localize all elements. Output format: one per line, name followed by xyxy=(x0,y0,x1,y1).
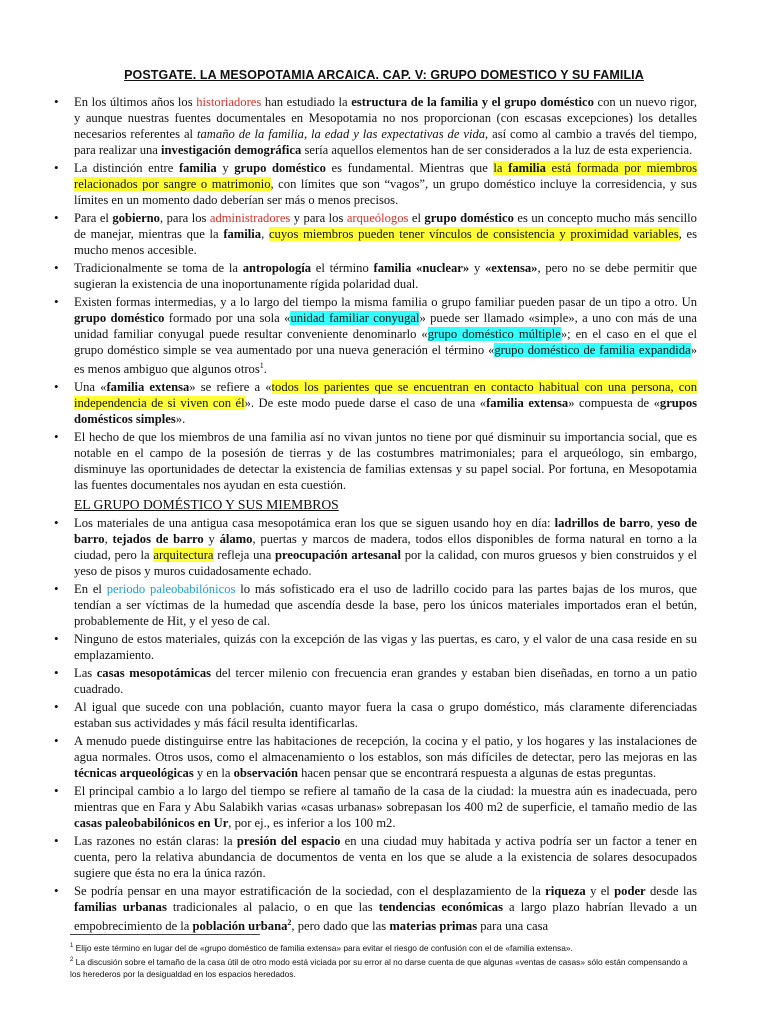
bold-term: estructura de la familia y el grupo doméstico xyxy=(351,95,594,109)
paragraph-cambio: • El principal cambio a lo largo del tiempo se refiere al tamaño de la casa de la ciudad: la muestra aún es inadecuada, pero mientras que en Fara y Abu Salabikh varias «casas urbanas» sobrepasan los 400 m2 de superficie, el tamaño medio de las casas paleobabilónicos en Ur, por ej., es inferior a los 100 m2. xyxy=(52,783,697,831)
bullet-list-intro xyxy=(52,94,697,493)
paragraph-casas: • Las casas mesopotámicas del tercer milenio con frecuencia eran grandes y estaban bien diseñadas, en torno a un patio cuadrado. xyxy=(52,665,697,697)
cyan-highlight: grupo doméstico de familia expandida xyxy=(494,343,691,357)
footnotes xyxy=(70,940,695,980)
paragraph-periodo: • En el periodo paleobabilónicos lo más sofisticado era el uso de ladrillo cocido para las partes bajas de los muros, que tendían a ser víctimas de la humedad que ascendía desde la base, pero los únicos materiales importados eran el betún, probablemente de Hit, y el yeso de cal. xyxy=(52,581,697,629)
paragraph-habitaciones: • A menudo puede distinguirse entre las habitaciones de recepción, la cocina y el patio, y los hogares y las instalaciones de agua normales. Otros usos, como el almacenamiento o los establos, son más difíciles de detectar, pero las mejoras en las técnicas arqueológicas y en la observación hacen pensar que se encontrará respuesta a algunas de estas preguntas. xyxy=(52,733,697,781)
paragraph-poblacion: • Al igual que sucede con una población, cuanto mayor fuera la casa o grupo doméstico, más claramente diferenciadas estaban sus actividades y más fácil resulta identificarlas. xyxy=(52,699,697,731)
paragraph-razones: • Las razones no están claras: la presión del espacio en una ciudad muy habitada y activa podría ser un factor a tener en cuenta, pero la relativa abundancia de documentos de venta en los que se alude a la existencia de solares desocupados sugiere que ésta no era la única razón. xyxy=(52,833,697,881)
yellow-highlight: todos los parientes que se encuentran en contacto habitual con una persona, con independencia de si viven con él xyxy=(74,380,697,411)
paragraph-historiadores: • En los últimos años los historiadores han estudiado la estructura de la familia y el grupo doméstico con un nuevo rigor, y aunque nuestras fuentes documentales en Mesopotamia no nos proporcionan (con escasas excepciones) los detalles necesarios referentes al tamaño de la familia, la edad y las expectativas de vida, así como al cambio a través del tiempo, para realizar una investigación demográfica sería aquellos elementos han de ser considerados a la luz de esta experiencia. xyxy=(52,94,697,158)
red-term: historiadores xyxy=(196,95,262,109)
section-heading: EL GRUPO DOMÉSTICO Y SUS MIEMBROS xyxy=(74,497,339,513)
yellow-highlight: cuyos miembros pueden tener vínculos de consistencia y proximidad variables xyxy=(268,227,679,241)
paragraph-antropologia: • Tradicionalmente se toma de la antropología el término familia «nuclear» y «extensa», pero no se debe permitir que sugieran la existencia de una inoportunamente rígida polaridad dual. xyxy=(52,260,697,292)
italic-term: tamaño de la familia, la edad y las expectativas de vida xyxy=(197,127,486,141)
footnote-ref[interactable]: 1 xyxy=(259,361,264,370)
footnote-divider xyxy=(70,934,260,935)
document-title: POSTGATE. LA MESOPOTAMIA ARCAICA. CAP. V: GRUPO DOMESTICO Y SU FAMILIA xyxy=(124,68,644,82)
paragraph-gobierno: • Para el gobierno, para los administradores y para los arqueólogos el grupo doméstico es un concepto mucho más sencillo de manejar, mientras que la familia, cuyos miembros pueden tener vínculos de consistencia y proximidad variables, es mucho menos accesible. xyxy=(52,210,697,258)
yellow-highlight: arquitectura xyxy=(153,548,214,563)
cyan-highlight: grupo doméstico múltiple xyxy=(427,327,561,341)
blue-term: periodo paleobabilónicos xyxy=(106,582,236,597)
yellow-highlight: la familia está formada por miembros relacionados por sangre o matrimonio xyxy=(74,161,698,191)
paragraph-ninguno: • Ninguno de estos materiales, quizás con la excepción de las vigas y las puertas, es caro, y el valor de una casa reside en su emplazamiento. xyxy=(52,631,697,663)
paragraph-familia-extensa: • Una «familia extensa» se refiere a «todos los parientes que se encuentran en contacto habitual con una persona, con independencia de si viven con él». De este modo puede darse el caso de una «familia extensa» compuesta de «grupos domésticos simples». xyxy=(52,379,697,427)
paragraph-materiales: • Los materiales de una antigua casa mesopotámica eran los que se siguen usando hoy en día: ladrillos de barro, yeso de barro, tejados de barro y álamo, puertas y marcos de madera, todos ellos disponibles de forma natural en torno a la ciudad, pero la arquitectura refleja una preocupación artesanal por la calidad, con muros gruesos y bien construidos y el yeso de pisos y muros cuidadosamente echado. xyxy=(52,515,697,579)
document-body xyxy=(52,94,697,936)
footnote-2: $^2$ La discusión sobre el tamaño de la casa útil de otro modo está viciada por su error al no darse cuenta de que algunas «ventas de casas» sólo están compensando a los herederos por la desigualdad en los espacios heredados. xyxy=(70,956,688,979)
bold-term: investigación demográfica xyxy=(161,143,302,157)
paragraph-distincion: • La distinción entre familia y grupo doméstico es fundamental. Mientras que la familia está formada por miembros relacionados por sangre o matrimonio, con límites que son “vagos”, un grupo doméstico incluye la corresidencia, y sus límites en un momento dado deberían ser más o menos precisos. xyxy=(52,160,697,208)
paragraph-formas-intermedias: • Existen formas intermedias, y a lo largo del tiempo la misma familia o grupo familiar pueden pasar de un tipo a otro. Un grupo doméstico formado por una sola «unidad familiar conyugal» puede ser llamado «simple», a uno con más de una unidad familiar conyugal puede resultar conveniente denominarlo «grupo doméstico múltiple»; en el caso en el que el grupo doméstico simple se vea aumentado por una nueva generación el término «grupo doméstico de familia expandida» es menos ambiguo que algunos otros$^1$. xyxy=(52,294,697,377)
footnote-ref[interactable]: 2 xyxy=(287,918,292,928)
paragraph-estratificacion: • Se podría pensar en una mayor estratificación de la sociedad, con el desplazamiento de la riqueza y el poder desde las familias urbanas tradicionales al palacio, o en que las tendencias económicas a largo plazo habrían llevado a un empobrecimiento de la población urbana$^2$, pero dado que las materias primas para una casa xyxy=(52,883,697,934)
footnote-1: $^1$ Elijo este término en lugar del de «grupo doméstico de familia extensa» para evitar el riesgo de confusión con el de «familia extensa». xyxy=(70,942,573,953)
bullet-list-grupo xyxy=(52,515,697,934)
paragraph-hecho: • El hecho de que los miembros de una familia así no vivan juntos no tiene por qué disminuir su importancia social, que es notable en el campo de la posesión de tierras y de las costumbres matrimoniales; para el arqueólogo, sin embargo, disminuye las oportunidades de detectar la existencia de familias extensas y su papel social. Por fortuna, en Mesopotamia las fuentes documentales nos ayudan en esta cuestión. xyxy=(52,429,697,493)
cyan-highlight: unidad familiar conyugal xyxy=(290,311,420,325)
